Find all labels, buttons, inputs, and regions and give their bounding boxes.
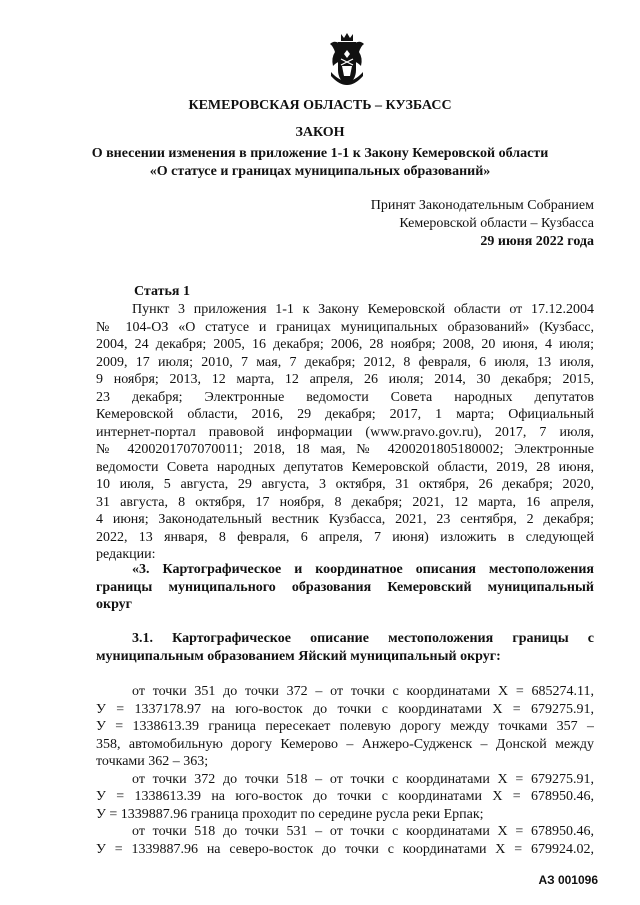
text-line: от точки 518 до точки 531 – от точки с координатами X = 678950.46, bbox=[132, 824, 594, 839]
text-line: 2009, 17 июля; 2010, 7 мая, 7 декабря; 2012, 8 февраля, 6 июля, 13 июля, bbox=[96, 354, 594, 370]
text-line: У = 1338613.39 граница пересекает полевую дорогу между точками 357 – bbox=[96, 719, 594, 734]
text-line: от точки 351 до точки 372 – от точки с координатами X = 685274.11, bbox=[132, 684, 594, 699]
text-line: № 4200201707070011; 2018, 18 мая, № 4200201805180002; Электронные bbox=[96, 442, 594, 457]
text-line: 358, автомобильную дорогу Кемерово – Анжеро-Судженск – Донской между bbox=[96, 736, 594, 752]
text-line: редакции: bbox=[96, 547, 156, 562]
law-title-line-1: О внесении изменения в приложение 1-1 к Закону Кемеровской области bbox=[91, 146, 549, 161]
text-line: интернет-портал правовой информации (www.pravo.gov.ru), 2017, 7 июля, bbox=[96, 424, 594, 440]
text-line: 23 декабря; Электронные ведомости Совета народных депутатов bbox=[96, 389, 594, 405]
document-type: ЗАКОН bbox=[295, 125, 345, 140]
text-line: Пункт 3 приложения 1-1 к Закону Кемеровской области от 17.12.2004 bbox=[132, 302, 594, 317]
text-line: Кемеровской области, 2016, 29 декабря; 2017, 1 марта; Официальный bbox=[96, 407, 594, 422]
text-line: № 104-ОЗ «О статусе и границах муниципальных образований» (Кузбасс, bbox=[96, 319, 594, 335]
form-serial-number: АЗ 001096 bbox=[538, 873, 598, 887]
text-line: 31 августа, 8 октября, 17 ноября, 8 декабря; 2021, 12 марта, 16 апреля, bbox=[96, 494, 594, 510]
text-line: 10 июля, 5 августа, 29 августа, 3 октября, 31 октября, 26 декабря; 2020, bbox=[96, 477, 594, 492]
article-text bbox=[96, 301, 594, 564]
heading-line: 3.1. Картографическое описание местоположения границы с bbox=[132, 631, 594, 646]
text-line: 9 ноября; 2013, 12 марта, 12 апреля, 26 июля; 2014, 30 декабря; 2015, bbox=[96, 372, 594, 387]
adoption-line-2: Кемеровской области – Кузбасса bbox=[399, 216, 594, 231]
text-line: У = 1338613.39 на юго-восток до точки с координатами X = 678950.46, bbox=[96, 789, 594, 804]
article-heading: Статья 1 bbox=[134, 284, 190, 299]
boundary-points-text bbox=[96, 683, 594, 858]
heading-line: округ bbox=[96, 597, 133, 612]
text-line: точками 362 – 363; bbox=[96, 754, 209, 769]
section-3-heading bbox=[96, 561, 594, 614]
text-line: 2022, 13 января, 8 февраля, 6 апреля, 7 июня) изложить в следующей bbox=[96, 529, 594, 545]
text-line: У = 1339887.96 граница проходит по середине русла реки Ерпак; bbox=[96, 806, 484, 822]
text-line: У = 1339887.96 на северо-восток до точки с координатами X = 679924.02, bbox=[96, 841, 594, 857]
law-title-line-2: «О статусе и границах муниципальных образований» bbox=[149, 164, 491, 179]
heading-line: «3. Картографическое и координатное описания местоположения bbox=[132, 562, 594, 577]
adoption-line-1: Принят Законодательным Собранием bbox=[370, 198, 594, 213]
text-line: 4 июня; Законодательный вестник Кузбасса, 2021, 23 сентября, 2 декабря; bbox=[96, 512, 594, 527]
region-heading: КЕМЕРОВСКАЯ ОБЛАСТЬ – КУЗБАСС bbox=[188, 98, 452, 113]
text-line: У = 1337178.97 на юго-восток до точки с координатами X = 679275.91, bbox=[96, 701, 594, 717]
text-line: 2004, 24 декабря; 2005, 16 декабря; 2006, 28 ноября; 2008, 20 июня, 4 июля; bbox=[96, 337, 594, 352]
adoption-date: 29 июня 2022 года bbox=[480, 234, 594, 249]
text-line: от точки 372 до точки 518 – от точки с координатами X = 679275.91, bbox=[132, 771, 594, 787]
section-3-1-heading bbox=[96, 630, 594, 665]
heading-line: границы муниципального образования Кемеровский муниципальный bbox=[96, 579, 594, 595]
heading-line: муниципальным образованием Яйский муниципальный округ: bbox=[96, 648, 501, 664]
coat-of-arms-icon bbox=[328, 32, 366, 90]
text-line: ведомости Совета народных депутатов Кемеровской области, 2019, 28 июня, bbox=[96, 459, 594, 475]
